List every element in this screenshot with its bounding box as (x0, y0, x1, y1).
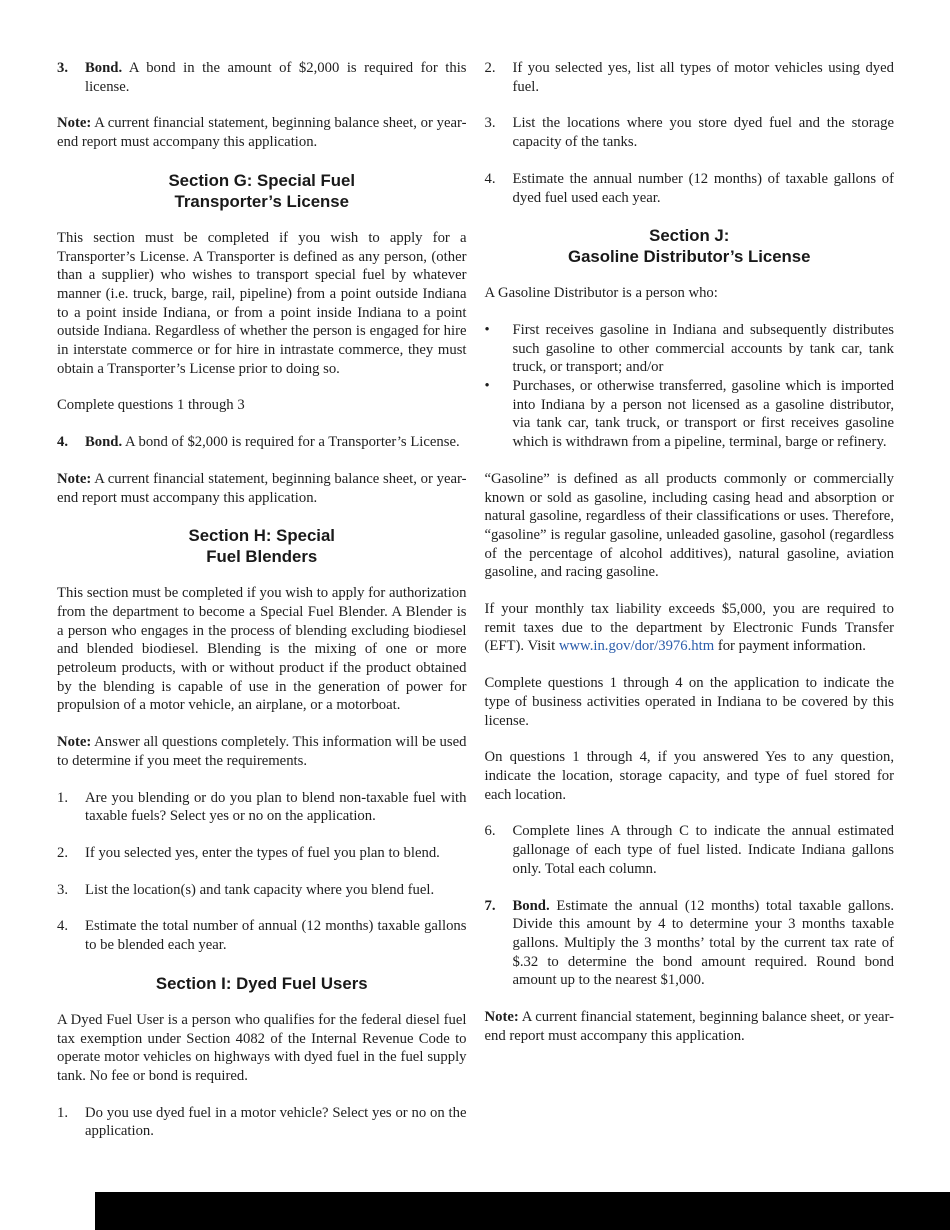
note-paragraph (57, 733, 467, 770)
bond-label: Bond. (512, 897, 550, 914)
heading-line: Gasoline Distributor’s License (568, 247, 811, 267)
list-text (85, 59, 467, 96)
heading-line: Fuel Blenders (206, 547, 318, 567)
bullet-item (485, 377, 895, 452)
heading-line: Section H: Special (188, 526, 335, 546)
list-text: If you selected yes, enter the types of fuel you plan to blend. (85, 844, 440, 861)
list-text: List the locations where you store dyed fuel and the storage capacity of the tanks. (512, 115, 894, 151)
questions-yes-paragraph: On questions 1 through 4, if you answered Yes to any question, indicate the location, storage capacity, and type of fuel stored for each location. (484, 749, 894, 803)
eft-text-before: If your monthly tax liability exceeds $5,000, you are required to remit taxes due to the department by Electronic Funds Transfer (EFT). Visit (484, 601, 894, 655)
note-label: Note: (57, 115, 92, 132)
bullet-icon: • (484, 321, 490, 338)
note-label: Note: (57, 734, 92, 751)
list-number: 4. (57, 434, 69, 451)
list-text: Estimate the total number of annual (12 months) taxable gallons to be blended each year. (85, 918, 467, 954)
list-text: Do you use dyed fuel in a motor vehicle? Select yes or no on the application. (85, 1104, 467, 1140)
list-item (57, 917, 467, 954)
bullet-text: Purchases, or otherwise transferred, gasoline which is imported into Indiana by a person not licensed as a gasoline distributor, via tank car, tank truck, or transport or first receives gasoline which is withdrawn from a pipeline, terminal, barge or refinery. (512, 378, 894, 451)
heading-line: Transporter’s License (174, 191, 349, 211)
bond-label: Bond. (85, 60, 123, 76)
list-number: 4. (57, 918, 69, 935)
list-body-text: A bond in the amount of $2,000 is required for this license. (85, 60, 467, 95)
list-number: 3. (484, 115, 496, 132)
list-body-text: Estimate the annual (12 months) total taxable gallons. Divide this amount by 4 to determine your 3 months taxable gallons. Multiply the 3 months’ total by the current tax rate of $.32 to determine the bond amount required. Round bond amount up to the nearest $1,000. (512, 897, 895, 989)
bullet-icon: • (484, 378, 490, 395)
list-text (513, 897, 895, 991)
section-j-heading (485, 225, 895, 267)
list-text: If you selected yes, list all types of motor vehicles using dyed fuel. (512, 60, 894, 95)
page-footer-bar (95, 1192, 950, 1230)
heading-line: Section J: (649, 226, 730, 246)
heading-line: Section I: Dyed Fuel Users (155, 973, 368, 993)
list-number: 3. (57, 60, 69, 76)
list-item-7-bond (485, 897, 895, 991)
section-g-paragraph: This section must be completed if you wish to apply for a Transporter’s License. A Transporter is defined as any person, (other than a supplier) who wishes to transport special fuel by whatever manner (i.e. truck, barge, rail, pipeline) from a point outside Indiana to a point inside Indiana, or from a point inside Indiana to a point outside Indiana. Regardless of whether the person is engaged for hire in interstate commerce or for hire in intrastate commerce, they must obtain a Transporter’s License prior to doing so. (57, 229, 467, 377)
complete-questions-text: Complete questions 1 through 3 (57, 397, 245, 414)
section-j-intro: A Gasoline Distributor is a person who: (484, 285, 718, 302)
list-item (57, 789, 467, 826)
list-number: 6. (484, 823, 496, 840)
eft-payment-link[interactable]: www.in.gov/dor/3976.htm (558, 638, 715, 655)
eft-paragraph (485, 600, 895, 656)
note-text: Answer all questions completely. This information will be used to determine if you meet the requirements. (57, 734, 467, 769)
section-h-heading (57, 525, 467, 567)
list-number: 2. (57, 844, 69, 861)
list-number: 7. (484, 897, 496, 914)
eft-text-after: for payment information. (714, 638, 866, 655)
list-item (485, 170, 895, 207)
right-column (485, 59, 895, 1159)
note-paragraph (485, 1008, 895, 1045)
note-label: Note: (57, 470, 92, 487)
left-column (57, 59, 467, 1159)
note-paragraph (57, 114, 467, 151)
section-i-heading (57, 973, 467, 994)
list-body-text: A bond of $2,000 is required for a Transporter’s License. (125, 434, 460, 451)
bond-label: Bond. (85, 434, 123, 451)
list-number: 2. (484, 60, 496, 76)
complete-questions-paragraph: Complete questions 1 through 4 on the application to indicate the type of business activities operated in Indiana to be covered by this license. (484, 675, 894, 729)
list-item (485, 59, 895, 96)
note-text: A current financial statement, beginning balance sheet, or year-end report must accompany this application. (57, 470, 467, 506)
list-item (57, 844, 467, 863)
note-text: A current financial statement, beginning balance sheet, or year-end report must accompany this application. (57, 115, 467, 151)
list-item-3-bond (57, 59, 467, 96)
list-item (57, 881, 467, 900)
list-text: List the location(s) and tank capacity where you blend fuel. (85, 881, 435, 898)
section-h-paragraph: This section must be completed if you wish to apply for authorization from the department to become a Special Fuel Blender. A Blender is a person who engages in the process of blending excluding biodiesel and blended biodiesel. Blending is the mixing of one or more petroleum products, with or without product if the product obtained by the blending is capable of use in the generation of power for propulsion of a motor vehicle, an airplane, or a motorboat. (57, 585, 467, 714)
list-number: 1. (57, 789, 69, 806)
bullet-item (485, 321, 895, 377)
list-item (57, 1104, 467, 1141)
list-number: 1. (57, 1104, 69, 1121)
list-text: Are you blending or do you plan to blend non-taxable fuel with taxable fuels? Select yes or no on the application. (85, 789, 467, 825)
section-g-heading (57, 170, 467, 212)
list-text: Estimate the annual number (12 months) of taxable gallons of dyed fuel used each year. (512, 170, 894, 206)
list-item (485, 822, 895, 878)
gasoline-definition-paragraph: “Gasoline” is defined as all products commonly or commercially known or sold as gasoline, including casing head and absorption or natural gasoline, regardless of their classifications or uses. Therefore, “gasoline” is regular gasoline, unleaded gasoline, gasohol (regardless of the percentage of alcohol additives), natural gasoline, aviation gasoline, and racing gasoline. (484, 470, 894, 581)
section-i-paragraph: A Dyed Fuel User is a person who qualifies for the federal diesel fuel tax exemption under Section 4082 of the Internal Revenue Code to operate motor vehicles on highways with dyed fuel in the fuel supply tank. No fee or bond is required. (57, 1011, 467, 1084)
note-label: Note: (484, 1009, 519, 1026)
list-item (485, 114, 895, 151)
list-number: 4. (484, 170, 496, 187)
list-text (85, 433, 467, 452)
list-item-4-bond (57, 433, 467, 452)
list-number: 3. (57, 881, 69, 898)
note-paragraph (57, 470, 467, 507)
heading-line: Section G: Special Fuel (168, 170, 355, 190)
note-text: A current financial statement, beginning balance sheet, or year-end report must accompany this application. (484, 1009, 894, 1044)
list-text: Complete lines A through C to indicate the annual estimated gallonage of each type of fuel listed. Indicate Indiana gallons only. Total each column. (512, 823, 894, 877)
bullet-text: First receives gasoline in Indiana and subsequently distributes such gasoline to other commercial accounts by tank car, tank truck, or transport; and/or (512, 321, 894, 376)
